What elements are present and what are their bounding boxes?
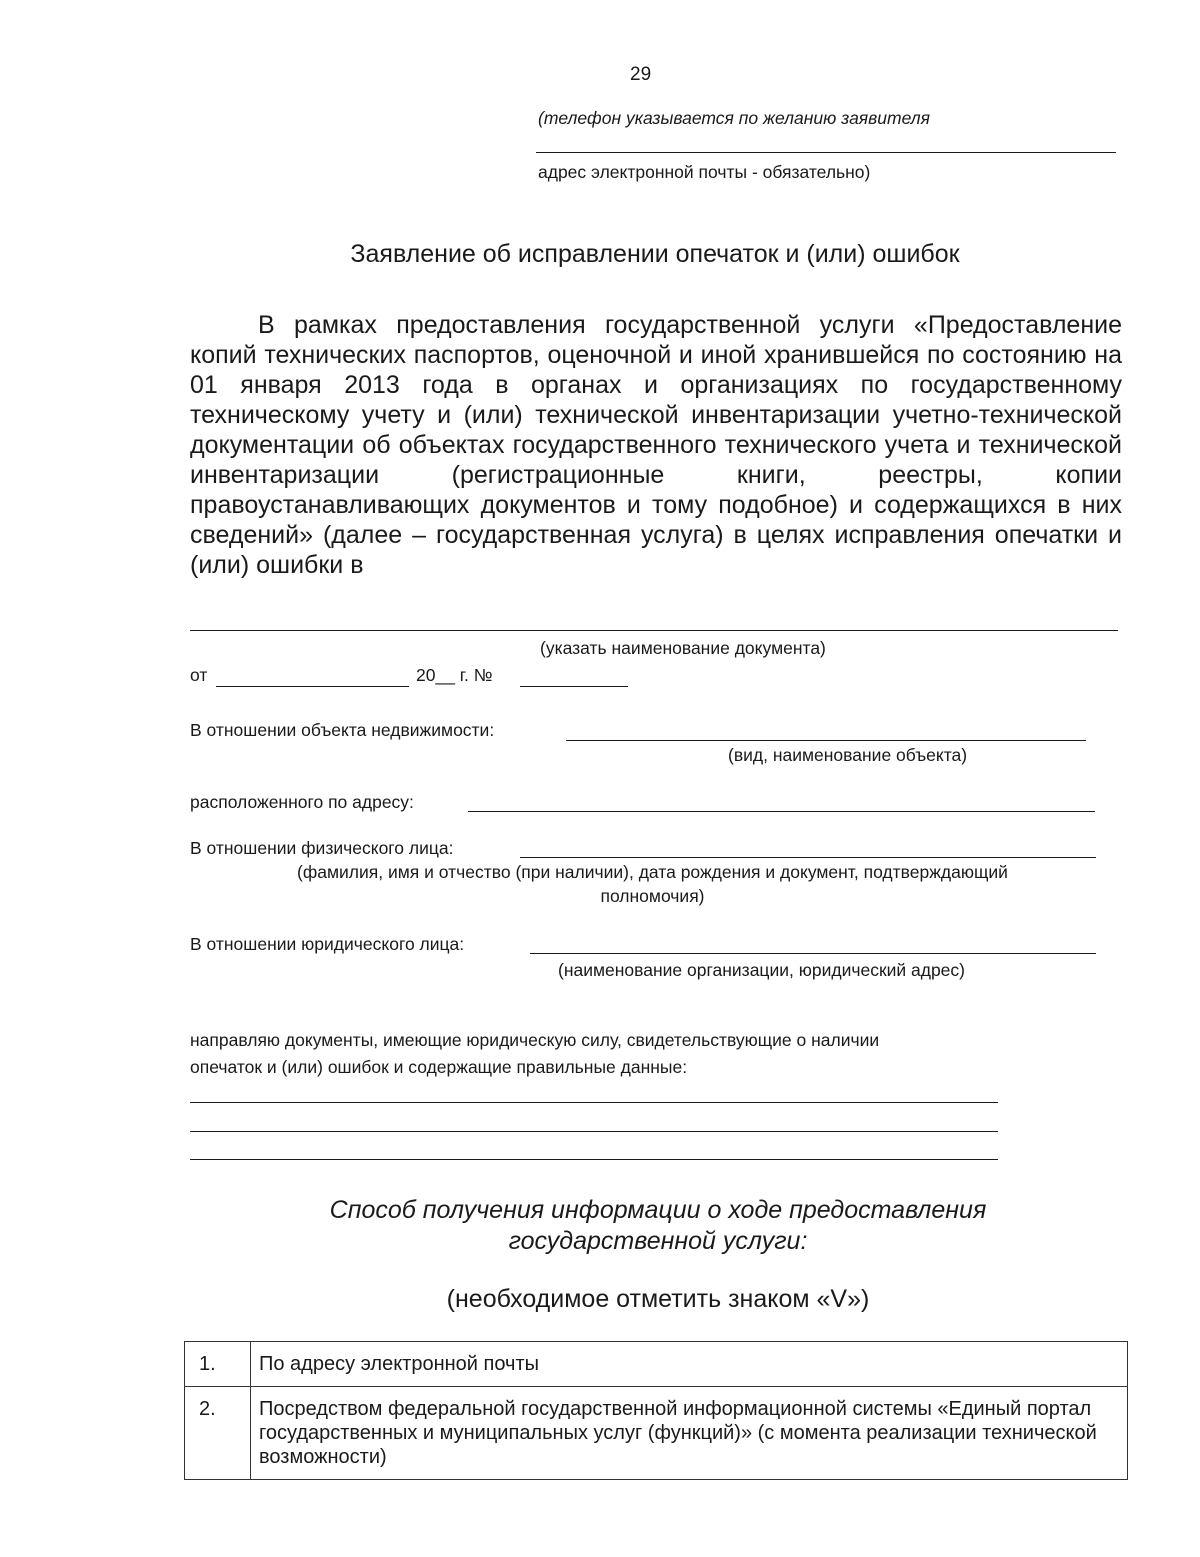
document-number-line[interactable] bbox=[520, 686, 628, 687]
info-section-title-line2: государственной услуги: bbox=[508, 1227, 808, 1255]
documents-line-2[interactable] bbox=[190, 1131, 998, 1132]
phone-note: (телефон указывается по желанию заявителя bbox=[538, 108, 930, 128]
property-line[interactable] bbox=[566, 740, 1086, 741]
email-line[interactable] bbox=[536, 152, 1116, 153]
info-section-title bbox=[0, 1195, 1200, 1257]
documents-text-line2: опечаток и (или) ошибок и содержащие правильные данные: bbox=[190, 1057, 688, 1077]
email-note: адрес электронной почты - обязательно) bbox=[538, 162, 871, 182]
document-title: Заявление об исправлении опечаток и (или) ошибок bbox=[350, 240, 960, 268]
year-number-label: 20__ г. № bbox=[416, 665, 493, 685]
info-section-note: (необходимое отметить знаком «V») bbox=[446, 1285, 870, 1313]
legal-entity-hint: (наименование организации, юридический адрес) bbox=[558, 960, 965, 980]
option-text: По адресу электронной почты bbox=[251, 1342, 1128, 1387]
date-field-line[interactable] bbox=[216, 686, 409, 687]
individual-hint-line1: (фамилия, имя и отчество (при наличии), дата рождения и документ, подтверждающий bbox=[297, 862, 1008, 882]
documents-text-line1: направляю документы, имеющие юридическую силу, свидетельствующие о наличии bbox=[190, 1030, 880, 1050]
document-name-line[interactable] bbox=[190, 630, 1118, 631]
date-from-label: от bbox=[190, 665, 208, 685]
page-number: 29 bbox=[630, 64, 652, 85]
property-label: В отношении объекта недвижимости: bbox=[190, 720, 495, 740]
individual-line[interactable] bbox=[520, 857, 1096, 858]
option-number: 2. bbox=[185, 1387, 251, 1480]
info-section-title-line1: Способ получения информации о ходе предоставления bbox=[329, 1196, 987, 1224]
individual-hint-line2: полномочия) bbox=[600, 886, 705, 906]
property-hint: (вид, наименование объекта) bbox=[728, 745, 968, 765]
legal-entity-line[interactable] bbox=[530, 953, 1096, 954]
documents-line-3[interactable] bbox=[190, 1159, 998, 1160]
address-line[interactable] bbox=[468, 811, 1095, 812]
options-table bbox=[184, 1341, 1128, 1480]
option-number: 1. bbox=[185, 1342, 251, 1387]
option-row[interactable] bbox=[185, 1387, 1128, 1480]
option-row[interactable] bbox=[185, 1342, 1128, 1387]
intro-paragraph: В рамках предоставления государственной услуги «Предоставление копий технических паспортов, оценочной и иной хранившейся по состоянию на 01 января 2013 года в органах и организациях по государственному техническому учету и (или) технической инвентаризации учетно-технической документации об объектах государственного технического учета и технической инвентаризации (регистрационные книги, реестры, копии правоустанавливающих документов и тому подобное) и содержащихся в них сведений» (далее – государственная услуга) в целях исправления опечатки и (или) ошибки в bbox=[190, 311, 1122, 579]
individual-label: В отношении физического лица: bbox=[190, 838, 454, 858]
documents-line-1[interactable] bbox=[190, 1102, 998, 1103]
legal-entity-label: В отношении юридического лица: bbox=[190, 934, 465, 954]
address-label: расположенного по адресу: bbox=[190, 792, 414, 812]
document-name-hint: (указать наименование документа) bbox=[540, 638, 826, 658]
option-text: Посредством федеральной государственной информационной системы «Единый портал государственных и муниципальных услуг (функций)» (с момента реализации технической возможности) bbox=[251, 1387, 1128, 1480]
